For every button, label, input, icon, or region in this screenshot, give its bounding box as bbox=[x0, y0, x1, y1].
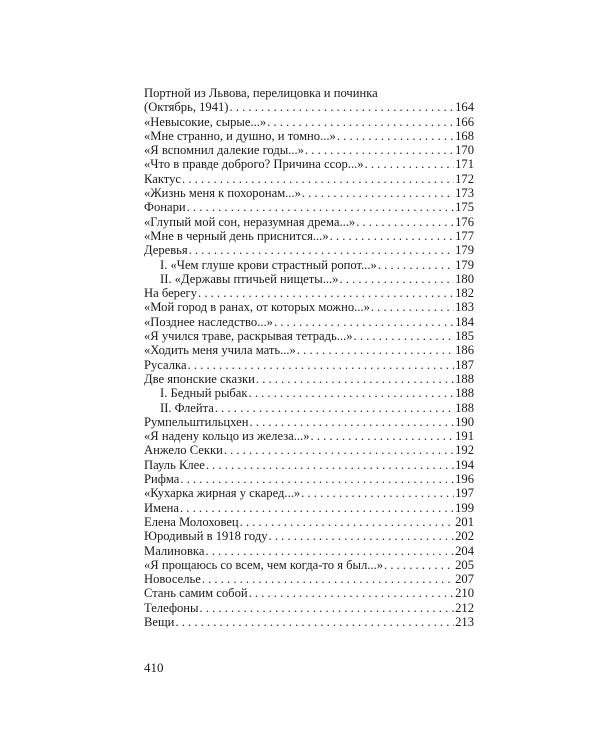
toc-entry-title: «Глупый мой сон, неразумная дрема...» bbox=[144, 214, 356, 229]
toc-page-number: 164 bbox=[455, 100, 474, 115]
toc-page-number: 166 bbox=[455, 114, 474, 129]
toc-entry bbox=[144, 372, 474, 386]
toc-entry-title: Деревья bbox=[144, 243, 188, 258]
toc-entry bbox=[144, 157, 474, 171]
toc-entry bbox=[144, 601, 474, 615]
dot-leader bbox=[249, 386, 455, 400]
dot-leader bbox=[339, 272, 454, 286]
toc-page-number: 188 bbox=[455, 386, 474, 401]
toc-page-number: 191 bbox=[455, 429, 474, 444]
toc-entry-title: Анжело Секки bbox=[144, 443, 223, 458]
toc-page-number: 177 bbox=[455, 228, 474, 243]
dot-leader bbox=[337, 129, 454, 143]
toc-subentry bbox=[144, 272, 474, 286]
dot-leader bbox=[188, 358, 455, 372]
toc-entry-title: Елена Молоховец bbox=[144, 514, 239, 529]
toc-entry bbox=[144, 515, 474, 529]
dot-leader bbox=[249, 415, 454, 429]
dot-leader bbox=[206, 458, 454, 472]
dot-leader bbox=[305, 143, 454, 157]
toc-entry bbox=[144, 615, 474, 629]
dot-leader bbox=[269, 529, 455, 543]
toc-entry bbox=[144, 429, 474, 443]
toc-entry bbox=[144, 544, 474, 558]
toc-entries bbox=[144, 115, 474, 630]
toc-entry-title: «Жизнь меня к похоронам...» bbox=[144, 186, 301, 201]
toc-page-number: 170 bbox=[455, 143, 474, 158]
toc-page-number: 185 bbox=[455, 329, 474, 344]
toc-page-number: 173 bbox=[455, 186, 474, 201]
dot-leader bbox=[175, 615, 454, 629]
toc-entry-title: «Что в правде доброго? Причина ссор...» bbox=[144, 157, 364, 172]
toc-entry-title: Малиновка bbox=[144, 543, 205, 558]
toc-entry-title: II. «Державы птичьей нищеты...» bbox=[160, 271, 339, 286]
dot-leader bbox=[202, 572, 454, 586]
toc-entry-title: «Невысокие, сырые...» bbox=[144, 114, 267, 129]
toc-entry-title: Русалка bbox=[144, 357, 187, 372]
toc-entry-title: «Я учился траве, раскрывая тетрадь...» bbox=[144, 329, 353, 344]
dot-leader bbox=[180, 472, 454, 486]
dot-leader bbox=[354, 329, 455, 343]
dot-leader bbox=[297, 343, 454, 357]
dot-leader bbox=[267, 115, 454, 129]
toc-page-number: 196 bbox=[455, 472, 474, 487]
toc-page-number: 192 bbox=[455, 443, 474, 458]
toc-page-number: 213 bbox=[455, 614, 474, 629]
toc-entry-title: Пауль Клее bbox=[144, 457, 205, 472]
dot-leader bbox=[180, 501, 454, 515]
toc-entry bbox=[144, 529, 474, 543]
toc-page-number: 172 bbox=[455, 171, 474, 186]
toc-page-number: 212 bbox=[455, 600, 474, 615]
toc-page-number: 190 bbox=[455, 414, 474, 429]
toc-page-number: 210 bbox=[455, 586, 474, 601]
toc-entry bbox=[144, 443, 474, 457]
toc-entry bbox=[144, 572, 474, 586]
toc-entry-title: Стань самим собой bbox=[144, 586, 248, 601]
toc-page-number: 175 bbox=[455, 200, 474, 215]
toc-entry-title: «Ходить меня учила мать...» bbox=[144, 343, 296, 358]
toc-entry bbox=[144, 486, 474, 500]
toc-entry bbox=[144, 100, 474, 114]
toc-entry-title: «Мне в черный день приснится...» bbox=[144, 228, 329, 243]
toc-entry-title: I. «Чем глуше крови страстный ропот...» bbox=[160, 257, 377, 272]
toc-entry bbox=[144, 243, 474, 257]
toc-entry-title: «Я прощаюсь со всем, чем когда-то я был...» bbox=[144, 557, 384, 572]
toc-entry bbox=[144, 501, 474, 515]
toc-page-number: 194 bbox=[455, 457, 474, 472]
toc-entry bbox=[144, 215, 474, 229]
dot-leader bbox=[224, 443, 454, 457]
toc-page-number: 188 bbox=[455, 371, 474, 386]
toc-page-number: 182 bbox=[455, 286, 474, 301]
toc-page-number: 205 bbox=[455, 557, 474, 572]
dot-leader bbox=[330, 229, 454, 243]
toc-entry bbox=[144, 329, 474, 343]
dot-leader bbox=[256, 372, 454, 386]
toc-entry-title: На берегу bbox=[144, 286, 198, 301]
toc-entry bbox=[144, 586, 474, 600]
toc-entry bbox=[144, 115, 474, 129]
dot-leader bbox=[189, 243, 454, 257]
toc-page-number: 183 bbox=[455, 300, 474, 315]
toc-entry bbox=[144, 129, 474, 143]
dot-leader bbox=[230, 100, 455, 114]
toc-entry bbox=[144, 458, 474, 472]
toc-entry bbox=[144, 186, 474, 200]
toc-page-number: 188 bbox=[455, 400, 474, 415]
toc-entry-title: Юродивый в 1918 году bbox=[144, 529, 268, 544]
toc-entry-title: (Октябрь, 1941) bbox=[144, 100, 229, 115]
toc-entry bbox=[144, 558, 474, 572]
toc-page-number: 199 bbox=[455, 500, 474, 515]
toc-page-number: 204 bbox=[455, 543, 474, 558]
dot-leader bbox=[187, 200, 454, 214]
toc-entry bbox=[144, 143, 474, 157]
toc-entry bbox=[144, 472, 474, 486]
toc-subentry bbox=[144, 401, 474, 415]
toc-entry-title: «Позднее наследство...» bbox=[144, 314, 273, 329]
toc-entry bbox=[144, 300, 474, 314]
table-of-contents bbox=[144, 86, 474, 629]
toc-page-number: 176 bbox=[455, 214, 474, 229]
toc-entry bbox=[144, 229, 474, 243]
toc-page-number: 186 bbox=[455, 343, 474, 358]
toc-entry-title: Новоселье bbox=[144, 572, 201, 587]
dot-leader bbox=[274, 315, 454, 329]
toc-entry-title: Две японские сказки bbox=[144, 371, 255, 386]
toc-entry-title: «Мне странно, и душно, и томно...» bbox=[144, 128, 336, 143]
toc-page-number: 179 bbox=[455, 243, 474, 258]
toc-page-number: 184 bbox=[455, 314, 474, 329]
toc-entry-title: Имена bbox=[144, 500, 179, 515]
dot-leader bbox=[384, 558, 454, 572]
dot-leader bbox=[311, 429, 455, 443]
dot-leader bbox=[365, 157, 455, 171]
dot-leader bbox=[182, 172, 454, 186]
toc-entry-title: II. Флейта bbox=[160, 400, 214, 415]
toc-subentry bbox=[144, 386, 474, 400]
toc-entry-title: «Мой город в ранах, от которых можно...» bbox=[144, 300, 370, 315]
dot-leader bbox=[301, 486, 454, 500]
dot-leader bbox=[205, 544, 454, 558]
toc-entry-title: Румпельштильцхен bbox=[144, 414, 249, 429]
dot-leader bbox=[198, 286, 454, 300]
dot-leader bbox=[240, 515, 454, 529]
toc-subentry bbox=[144, 258, 474, 272]
dot-leader bbox=[356, 215, 454, 229]
toc-entry-title: «Кухарка жирная у скаред...» bbox=[144, 486, 301, 501]
toc-page-number: 201 bbox=[455, 514, 474, 529]
toc-page-number: 179 bbox=[455, 257, 474, 272]
toc-entry-title: Портной из Львова, перелицовка и починка bbox=[144, 86, 378, 100]
toc-entry bbox=[144, 172, 474, 186]
toc-entry bbox=[144, 415, 474, 429]
toc-entry bbox=[144, 286, 474, 300]
dot-leader bbox=[215, 401, 454, 415]
toc-entry-title: Вещи bbox=[144, 614, 175, 629]
toc-page-number: 207 bbox=[455, 572, 474, 587]
toc-entry-title: Телефоны bbox=[144, 600, 199, 615]
dot-leader bbox=[249, 586, 455, 600]
toc-entry-title: Кактус bbox=[144, 171, 182, 186]
toc-entry bbox=[144, 343, 474, 357]
toc-entry-title: Рифма bbox=[144, 472, 180, 487]
toc-page-number: 171 bbox=[455, 157, 474, 172]
toc-page-number: 168 bbox=[455, 128, 474, 143]
dot-leader bbox=[371, 300, 454, 314]
toc-entry-title: I. Бедный рыбак bbox=[160, 386, 248, 401]
toc-page-number: 187 bbox=[455, 357, 474, 372]
toc-page-number: 202 bbox=[455, 529, 474, 544]
toc-page-number: 180 bbox=[455, 271, 474, 286]
dot-leader bbox=[302, 186, 454, 200]
toc-entry-title: «Я вспомнил далекие годы...» bbox=[144, 143, 304, 158]
dot-leader bbox=[378, 258, 454, 272]
toc-entry bbox=[144, 315, 474, 329]
dot-leader bbox=[200, 601, 455, 615]
page-number: 410 bbox=[144, 660, 164, 675]
toc-entry-title: Фонари bbox=[144, 200, 186, 215]
toc-page-number: 197 bbox=[455, 486, 474, 501]
toc-entry bbox=[144, 200, 474, 214]
toc-entry-title: «Я надену кольцо из железа...» bbox=[144, 429, 310, 444]
toc-entry bbox=[144, 358, 474, 372]
